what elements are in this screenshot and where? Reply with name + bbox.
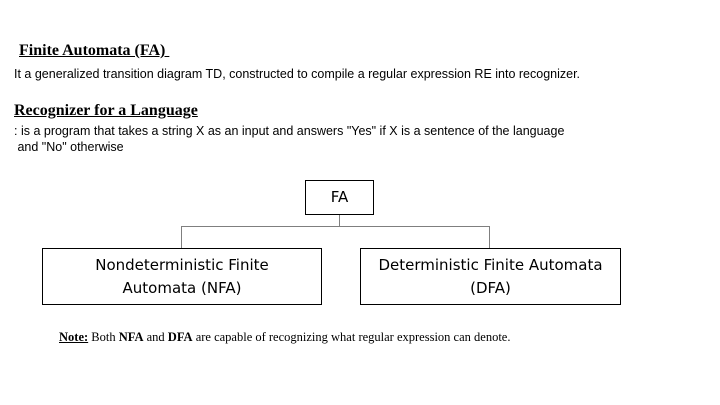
note <box>59 330 510 345</box>
dfa-node <box>360 248 621 305</box>
note-label: Note: <box>59 330 89 344</box>
recognizer-definition: : is a program that takes a string X as an input and answers "Yes" if X is a sentence of the language and "No" otherwise <box>14 124 565 154</box>
note-text-2: and <box>143 330 168 344</box>
note-text-3: are capable of recognizing what regular expression can denote. <box>192 330 511 344</box>
fa-heading: Finite Automata (FA) <box>19 42 170 59</box>
nfa-node <box>42 248 322 305</box>
nfa-node-label: Nondeterministic Finite Automata (NFA) <box>95 255 269 297</box>
note-nfa: NFA <box>118 330 144 344</box>
fa-node <box>305 180 374 215</box>
note-dfa: DFA <box>167 330 193 344</box>
note-text-1: Both <box>88 330 119 344</box>
dfa-node-label: Deterministic Finite Automata (DFA) <box>378 255 603 297</box>
fa-node-label: FA <box>330 188 349 206</box>
recognizer-heading: Recognizer for a Language <box>14 102 198 119</box>
fa-definition: It a generalized transition diagram TD, constructed to compile a regular expression RE into recognizer. <box>14 67 581 81</box>
